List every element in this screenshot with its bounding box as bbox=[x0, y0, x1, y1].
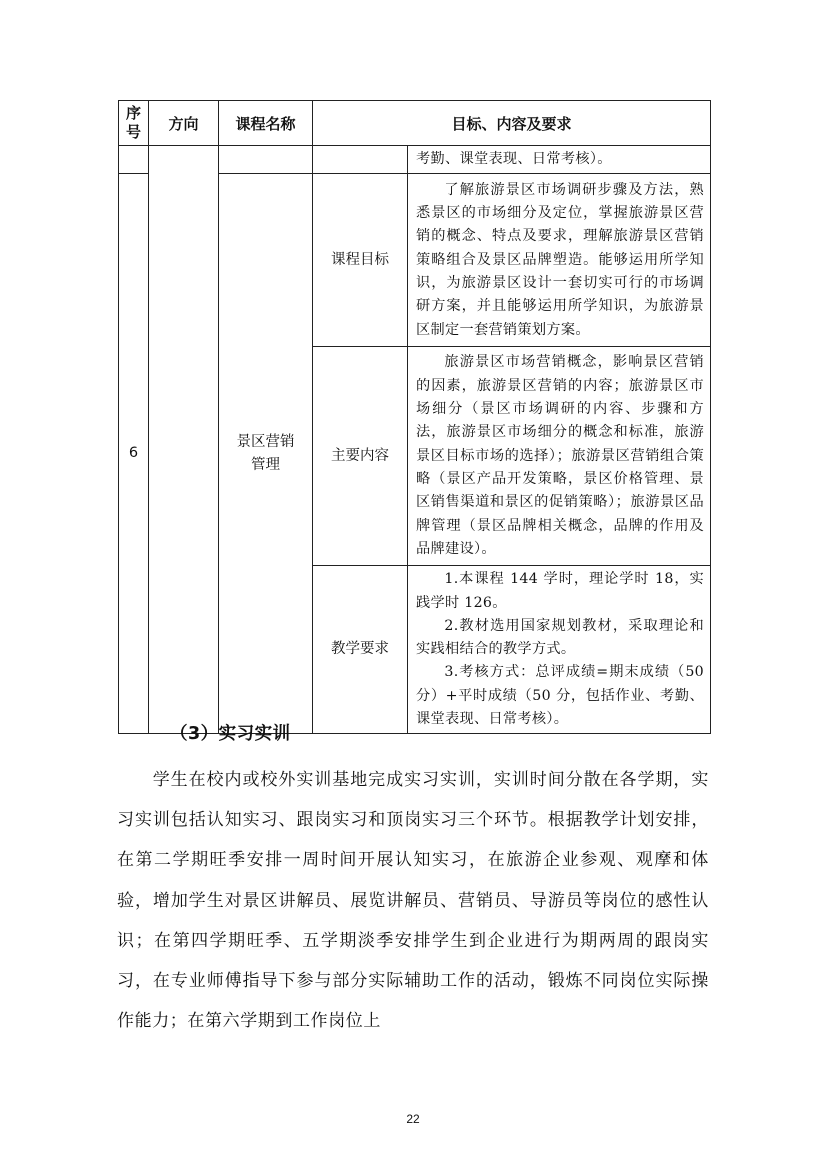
cont-label-cell bbox=[313, 146, 408, 174]
direction-cell bbox=[149, 146, 219, 734]
cont-course-cell bbox=[219, 146, 313, 174]
header-goals: 目标、内容及要求 bbox=[313, 101, 711, 146]
section-heading: （3）实习实训 bbox=[170, 724, 291, 744]
goals-paragraph: 了解旅游景区市场调研步骤及方法，熟悉景区的市场细分及定位，掌握旅游景区营销的概念、特点及要求，理解旅游景区营销策略组合及景区品牌塑造。能够运用所学知识，为旅游景区设计一套切实可行的市场调研方案，并且能够运用所学知识，为旅游景区制定一套营销策划方案。 bbox=[416, 181, 705, 338]
course-name-cell bbox=[219, 174, 313, 734]
header-course-name: 课程名称 bbox=[219, 101, 313, 146]
header-direction: 方向 bbox=[149, 101, 219, 146]
content-paragraph: 旅游景区市场营销概念，影响景区营销的因素，旅游景区营销的内容；旅游景区市场细分（景区市场调研的内容、步骤和方法，旅游景区市场细分的概念和标准，旅游景区目标市场的选择）；旅游景区营销组合策略（景区产品开发策略，景区价格管理、景区销售渠道和景区的促销策略）；旅游景区品牌管理（景区品牌相关概念，品牌的作用及品牌建设）。 bbox=[416, 354, 705, 557]
requirement-2: 2.教材选用国家规划教材，采取理论和实践相结合的教学方式。 bbox=[416, 617, 705, 658]
course-table bbox=[118, 100, 711, 734]
requirement-1: 1.本课程 144 学时，理论学时 18，实践学时 126。 bbox=[416, 571, 705, 611]
section-label-goals: 课程目标 bbox=[313, 174, 408, 347]
seq-cell: 6 bbox=[119, 174, 149, 734]
requirement-3: 3.考核方式：总评成绩=期末成绩（50 分）+平时成绩（50 分，包括作业、考勤、课堂表现、日常考核）。 bbox=[416, 664, 705, 728]
section-label-content: 主要内容 bbox=[313, 347, 408, 566]
table-header-row bbox=[119, 101, 711, 146]
page-number: 22 bbox=[406, 1112, 420, 1126]
cont-seq-cell bbox=[119, 146, 149, 174]
continuation-text: 考勤、课堂表现、日常考核）。 bbox=[408, 146, 711, 174]
section-content-requirements bbox=[408, 566, 711, 734]
continuation-row bbox=[119, 146, 711, 174]
section-label-requirements: 教学要求 bbox=[313, 566, 408, 734]
section-content-goals bbox=[408, 174, 711, 347]
header-seq: 序号 bbox=[119, 101, 149, 146]
section-content-main bbox=[408, 347, 711, 566]
body-paragraph: 学生在校内或校外实训基地完成实习实训，实训时间分散在各学期，实习实训包括认知实习、跟岗实习和顶岗实习三个环节。根据教学计划安排，在第二学期旺季安排一周时间开展认知实习，在旅游企业参观、观摩和体验，增加学生对景区讲解员、展览讲解员、营销员、导游员等岗位的感性认识；在第四学期旺季、五学期淡季安排学生到企业进行为期两周的跟岗实习，在专业师傅指导下参与部分实际辅助工作的活动，锻炼不同岗位实际操作能力；在第六学期到工作岗位上 bbox=[117, 770, 709, 1032]
course-name: 景区营销管理 bbox=[236, 433, 295, 473]
